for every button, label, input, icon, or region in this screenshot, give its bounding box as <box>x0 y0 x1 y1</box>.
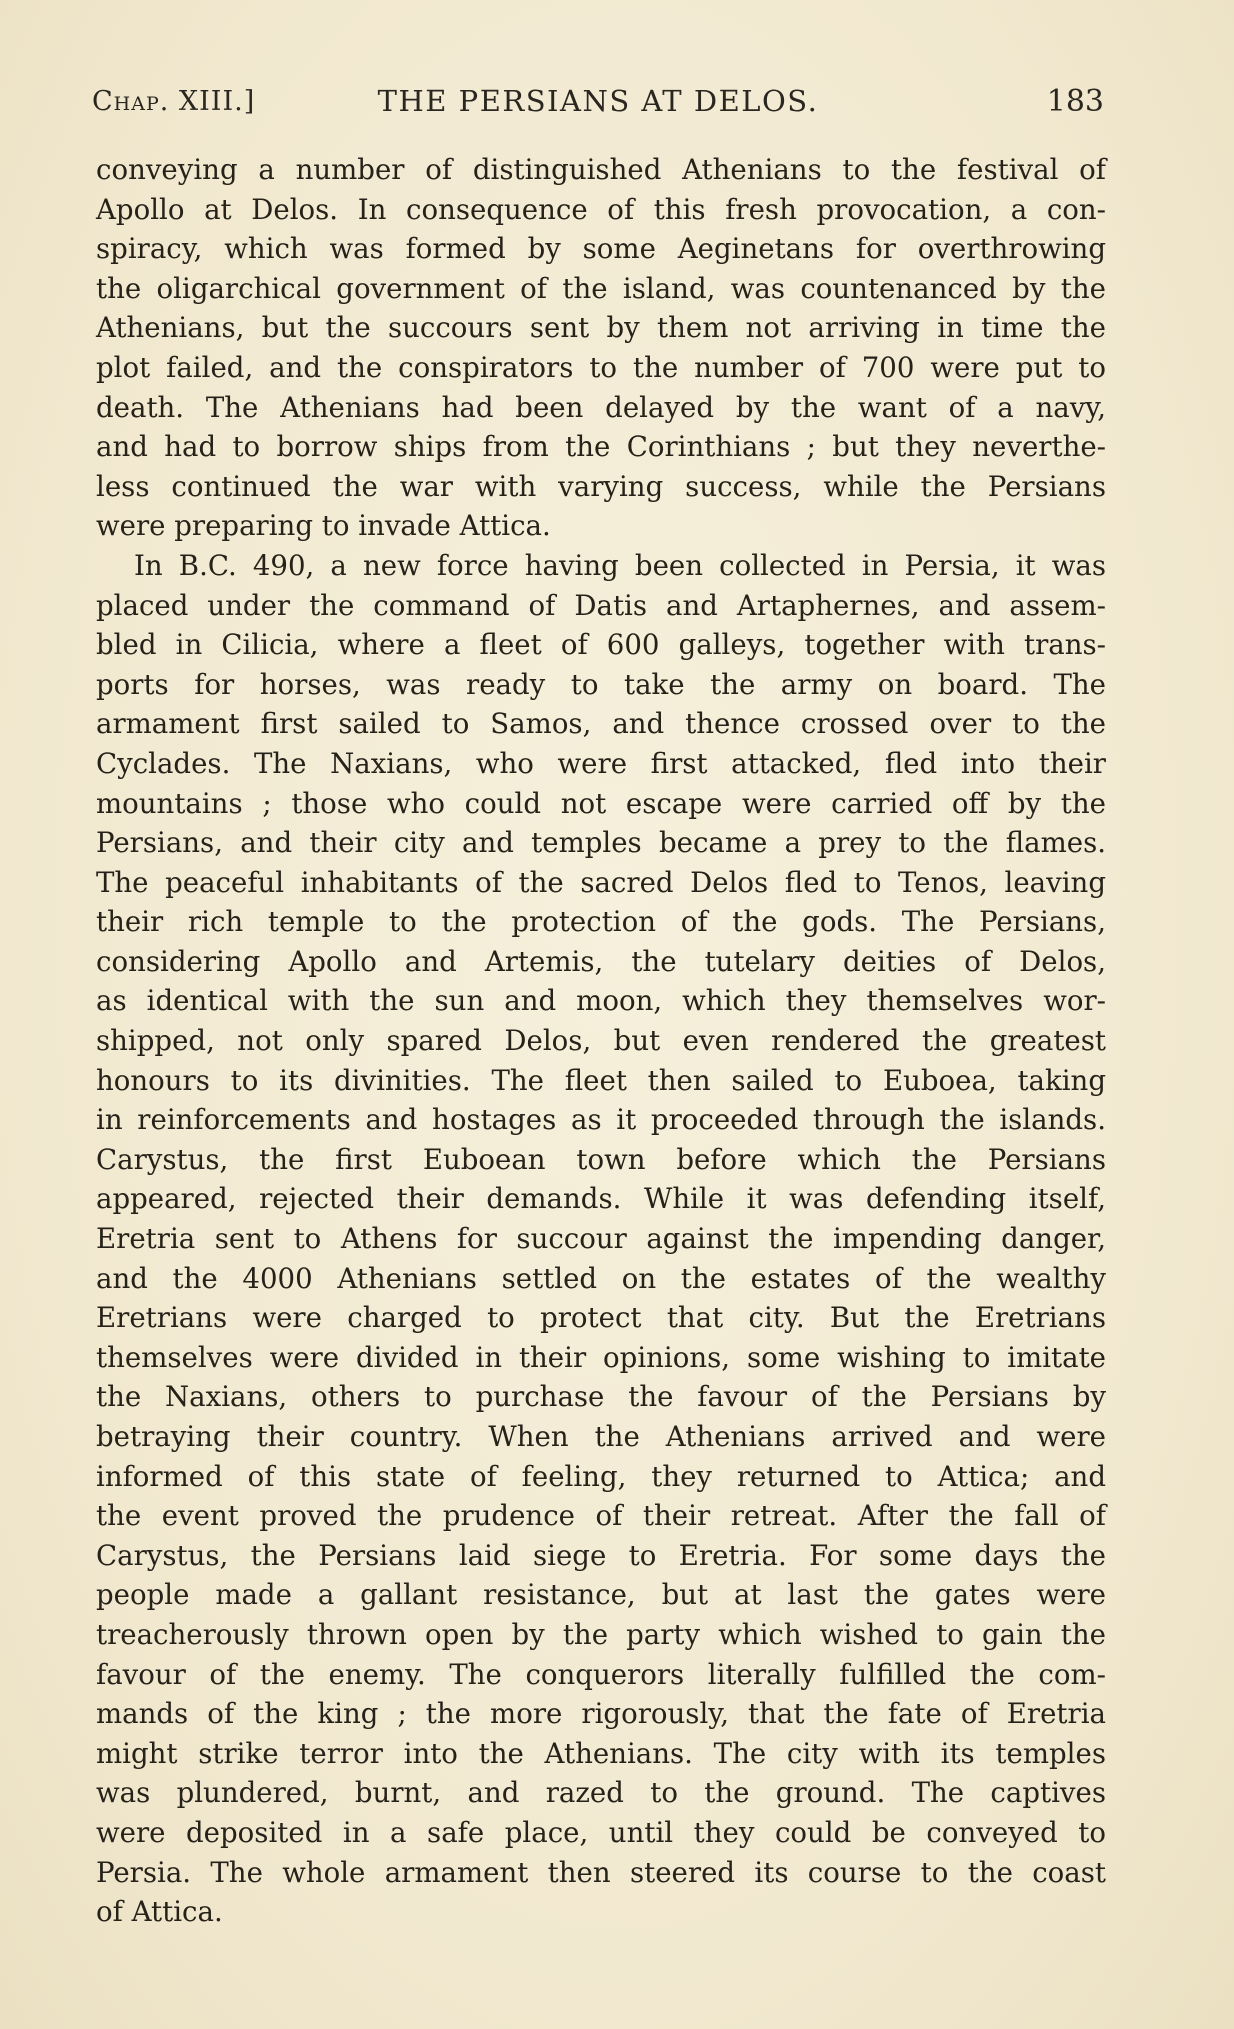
text-line: Persia. The whole armament then steered its course to the coast <box>96 1855 1106 1889</box>
text-line: plot failed, and the conspirators to the number of 700 were put to <box>96 350 1106 384</box>
text-line: mountains ; those who could not escape were carried off by the <box>96 786 1106 820</box>
text-line: bled in Cilicia, where a fleet of 600 galleys, together with trans- <box>96 628 1106 662</box>
text-line: their rich temple to the protection of the gods. The Persians, <box>96 905 1106 939</box>
text-line: Persians, and their city and temples became a prey to the flames. <box>96 826 1106 860</box>
text-line: the Naxians, others to purchase the favour of the Persians by <box>96 1380 1106 1414</box>
text-line: informed of this state of feeling, they returned to Attica; and <box>96 1459 1106 1493</box>
text-line: in reinforcements and hostages as it proceeded through the islands. <box>96 1103 1106 1137</box>
text-line: Carystus, the first Euboean town before which the Persians <box>96 1142 1106 1176</box>
text-line: might strike terror into the Athenians. The city with its temples <box>96 1736 1106 1770</box>
text-line: death. The Athenians had been delayed by the want of a navy, <box>96 390 1106 424</box>
text-line: Eretrians were charged to protect that city. But the Eretrians <box>96 1301 1106 1335</box>
page-title: THE PERSIANS AT DELOS. <box>377 84 819 118</box>
text-line: was plundered, burnt, and razed to the ground. The captives <box>96 1776 1106 1810</box>
text-line: placed under the command of Datis and Artaphernes, and assem- <box>96 588 1106 622</box>
page-number: 183 <box>1046 84 1104 119</box>
text-line: Eretria sent to Athens for succour against the impending danger, <box>96 1222 1106 1256</box>
text-line: honours to its divinities. The fleet then sailed to Euboea, taking <box>96 1063 1106 1097</box>
text-line: treacherously thrown open by the party which wished to gain the <box>96 1617 1106 1651</box>
text-line: Cyclades. The Naxians, who were first attacked, fled into their <box>96 746 1106 780</box>
text-line: The peaceful inhabitants of the sacred Delos fled to Tenos, leaving <box>96 865 1106 899</box>
text-line: Carystus, the Persians laid siege to Eretria. For some days the <box>96 1538 1106 1572</box>
text-line: considering Apollo and Artemis, the tutelary deities of Delos, <box>96 944 1106 978</box>
text-line: and the 4000 Athenians settled on the estates of the wealthy <box>96 1261 1106 1295</box>
text-line: less continued the war with varying success, while the Persians <box>96 469 1106 503</box>
text-line: shipped, not only spared Delos, but even rendered the greatest <box>96 1024 1106 1058</box>
text-line: armament first sailed to Samos, and thence crossed over to the <box>96 707 1106 741</box>
text-line: mands of the king ; the more rigorously, that the fate of Eretria <box>96 1697 1106 1731</box>
text-line: spiracy, which was formed by some Aeginetans for overthrowing <box>96 232 1106 266</box>
text-line: betraying their country. When the Athenians arrived and were <box>96 1420 1106 1453</box>
text-line: appeared, rejected their demands. While it was defending itself, <box>96 1182 1106 1216</box>
paragraph-end-line: of Attica. <box>96 1895 223 1929</box>
text-line: conveying a number of distinguished Athenians to the festival of <box>96 153 1106 186</box>
text-line: the oligarchical government of the island, was countenanced by the <box>96 271 1106 305</box>
body-text <box>96 150 1106 1932</box>
chapter-label: Chap. XIII.] <box>92 86 256 117</box>
text-line: Apollo at Delos. In consequence of this fresh provocation, a con- <box>96 192 1106 226</box>
paragraph-end-line: were preparing to invade Attica. <box>96 509 551 543</box>
text-line: ports for horses, was ready to take the army on board. The <box>96 667 1106 701</box>
text-line: as identical with the sun and moon, which they themselves wor- <box>96 984 1106 1018</box>
text-line: and had to borrow ships from the Corinthians ; but they neverthe- <box>96 430 1106 464</box>
text-line: were deposited in a safe place, until they could be conveyed to <box>96 1815 1106 1849</box>
text-line: favour of the enemy. The conquerors literally fulfilled the com- <box>96 1657 1106 1691</box>
running-header <box>92 78 1104 130</box>
text-line: people made a gallant resistance, but at last the gates were <box>96 1578 1106 1612</box>
text-line: the event proved the prudence of their retreat. After the fall of <box>96 1499 1106 1533</box>
paragraph-start-line: In B.C. 490, a new force having been collected in Persia, it was <box>134 548 1106 582</box>
text-line: themselves were divided in their opinions, some wishing to imitate <box>96 1340 1106 1374</box>
text-line: Athenians, but the succours sent by them not arriving in time the <box>96 311 1106 345</box>
